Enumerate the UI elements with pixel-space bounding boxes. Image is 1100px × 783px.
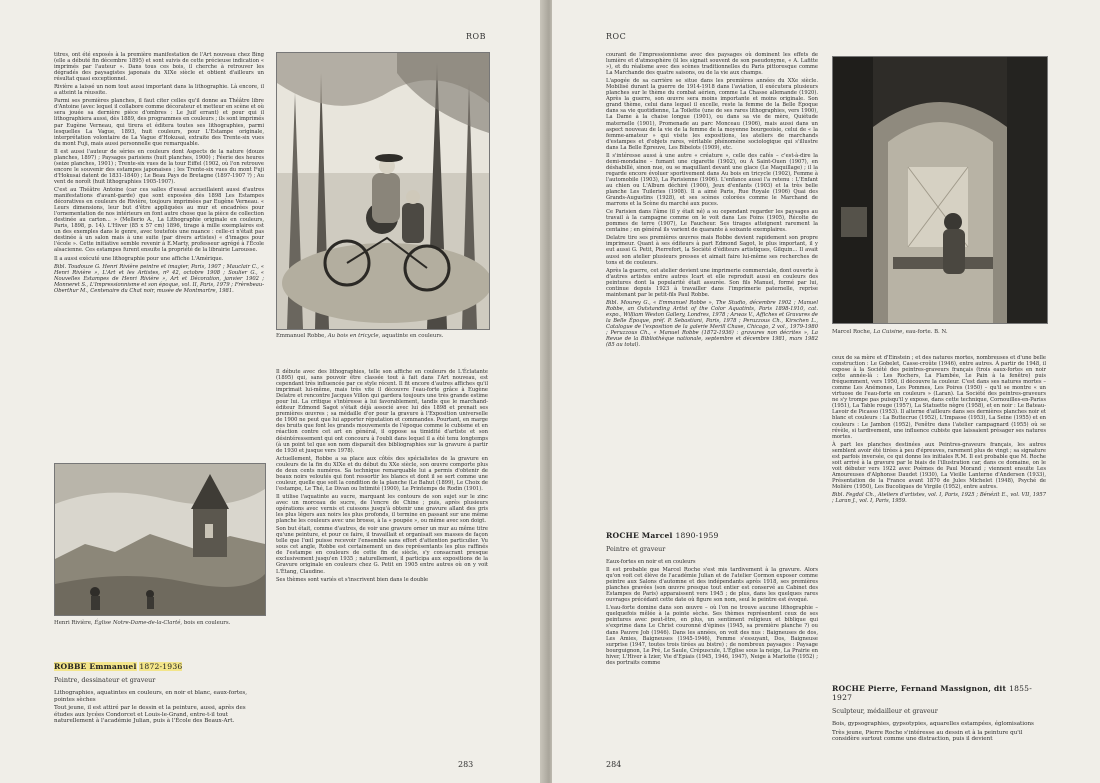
entry-role: Peintre et graveur bbox=[606, 545, 666, 553]
paragraph: courant de l'impressionnisme avec des paysages où dominent les effets de lumière et d'atmosphère (il les signait souvent de son pseudonyme, « A. Lafitte »), et du réalisme avec des scènes traditionnelles du Paris pittoresque comme La Marchande des quatre saisons, ou de la vie aux champs. bbox=[606, 52, 818, 77]
entry-dates: 1890-1959 bbox=[675, 531, 719, 540]
entry-roche-marcel bbox=[606, 531, 818, 668]
running-head-right: ROC bbox=[606, 32, 627, 41]
paragraph: Parmi ses premières planches, il faut citer celles qu'il donne au Théâtre libre d'Antoine (avec lequel il collabore comme décorateur et metteur en scène et où sera jouée sa dernière pièce d'ombres : Le Juif errant) et pour qui il lithographiera aussi, dès 1889, des programmes en couleurs ; ils sont imprimés par Eugène Verneau, qui tirera et éditera toutes ses lithographies, parmi lesquelles La Vague, 1893, huit couleurs, pour L'Estampe originale, interprétation volontaire de La Vague d'Hokusai, extraite des Trente-six vues du mont Fuji, mais aussi personnelle que remarquable. bbox=[54, 98, 264, 147]
woodcut-illustration bbox=[55, 464, 265, 615]
right-col1-text bbox=[606, 52, 818, 350]
paragraph: Ce Parisien dans l'âme (il y était né) a su cependant regarder les paysages au travail à la campagne comme on le voit dans Les Foins (1905), Récolte de pommes de terre (1907), Le Faucheur. Ses tirages atteignent rarement la centaine ; en général ils varient de quarante à soixante exemplaires. bbox=[606, 209, 818, 234]
left-col2-text bbox=[276, 369, 488, 585]
entry-role: Sculpteur, médailleur et graveur bbox=[832, 707, 938, 715]
paragraph: L'eau-forte domine dans son œuvre – où l'on ne trouve aucune lithographie – quelquefois mêlée à la pointe sèche. Ses thèmes représentent ceux de ses peintures avec peut-être, en plus, un sentiment religieux et biblique qui s'exprime dans Le Christ couronné d'épines (1945, sa première planche ?) ou dans Pauvre Job (1946). Dans les années, on voit des nus : Baigneuses de dos, Les Amies, Baigneuses (1945-1946), Femme s'essuyant, Dos, Baigneuse surprise (1947, toutes trois tirées au bistre) ; de nombreux paysages : Paysage bourguignon, Le Pré, Le Saule, Crépuscule, L'Église sous la neige, La Prairie en hiver, L'Hiver à Izier, Vie d'Epiais (1945, 1946, 1947), Neige à Marlotte (1952) ; des portraits comme bbox=[606, 605, 818, 666]
paragraph: Delatre tire ses premières œuvres mais Robbe devient rapidement son propre imprimeur. Quant à ses éditeurs à part Edmond Sagot, le plus important, il y eut aussi G. Petit, Pierrefort, la Société d'éditeurs artistiques, Gilquin... Il avait aussi son atelier plusieurs presses et aimait faire lui-même ses recherches de tons et de couleurs. bbox=[606, 235, 818, 266]
paragraph: Il s'intéresse aussi à une autre « créature », celle des cafés – c'est-à-dire la demi-mondaine – fumant une cigarette (1902), ou À Saint-Ouen (1907), en déshabillé, sinon nue, ou se maquillant devant une glace (Le Maquillage) ; il la regarde encore évoluer sportivement dans Au bois en tricycle (1902), Femme à l'automobile (1903), La Parisienne (1906). L'enfance aussi l'a retenu : L'Enfant au chien ou L'Album déchiré (1900), Jeux d'enfants (1903) et la très belle planche Les Tuileries (1908). Il a aimé Paris, Rue Royale (1906) Quai des Grands-Augustins (1928), et ses scènes colorées comme le Marchand de marrons et la Scène du marché aux puces. bbox=[606, 152, 818, 208]
paragraph: Il a aussi exécuté une lithographie pour une affiche L'Amérique. bbox=[54, 255, 224, 262]
paragraph: Il débute avec des lithographies, telle son affiche en couleurs de L'Éclatante (1895) qui, sans pouvoir être classée tout à fait dans l'Art nouveau, est cependant très influencée par ce style récent. Il fit encore d'autres affiches qu'il imprimait lui-même, mais très vite il découvre l'eau-forte grâce à Eugène Delatre et rencontre Jacques Villon qui gardera toujours une très grande estime pour lui. La critique s'intéresse à lui favorablement, tandis que le marchand-éditeur Edmond Sagot s'était déjà associé avec lui dès 1898 et prenait ses premières œuvres ; sa médaille d'or pour la gravure à l'Exposition universelle de 1900 ne peut que lui apporter réputation et commandes. Pourtant, en marge des bruits que font les grands mouvements de l'époque comme le cubisme et en réaction contre cet art en général, il oppose sa timidité d'artiste et son désintéressement qui ont concouru à l'oubli dans lequel il a été tenu longtemps (à un point tel que son nom disparaît des bibliographies sur la gravure à partir de 1930 et jusque vers 1978). bbox=[276, 369, 488, 454]
entry-name: ROCHE Marcel bbox=[606, 531, 673, 540]
entry-heading bbox=[832, 684, 1046, 702]
right-page bbox=[552, 0, 1100, 783]
left-col1-text bbox=[54, 52, 264, 296]
page-number-right: 284 bbox=[606, 760, 622, 769]
paragraph: Ses thèmes sont variés et s'inscrivent bien dans le double bbox=[276, 576, 429, 583]
caption-author: Henri Rivière, bbox=[54, 620, 93, 626]
running-head-left: ROB bbox=[466, 32, 486, 41]
paragraph: ceux de sa mère et d'Einstein ; et des natures mortes, nombreuses et d'une belle construction : Le Gobelet, Casse-croûte (1946), entre autres. À partir de 1948, il expose à la Société des peintres-graveurs français (trois eaux-fortes en noir cette année-là : Les Rochers, La Flambée, Le Pain à la fenêtre) puis fréquemment, vers 1950, il découvre la couleur. C'est dans ses natures mortes – comme Les Anémones, Les Pommes, Les Poires (1950) – qu'il se montre « un virtuose de l'eau-forte en couleurs » (Laran). La Société des peintres-graveurs ne s'y trompe pas puisqu'il y expose, dans cette technique, Cornouilles-en-Pariss (1951), La Table rouge (1957), La Statuette nègre (1958), et en noir : Le Bateau-Lavoir de Picasso (1953). Il alterne d'ailleurs dans ses dernières planches noir et blanc et couleurs : La Buttecrue (1952), L'Impasse (1953), La Seine (1955) et en couleurs : Le Jambon (1952), Fenêtre dans l'atelier campagnard (1955) où se révèle, si tardivement, une influence cubiste que laissaient présager ses natures mortes. bbox=[832, 355, 1046, 440]
paragraph: L'apogée de sa carrière se situe dans les premières années du XXe siècle. Mobilisé durant la guerre de 1914-1918 dans l'aviation, il exécutera plusieurs planches sur le thème du combat aérien, comme La Chasse allemande (1920). Après la guerre, son œuvre sera moins importante et moins originale. Son grand thème, celui dans lequel il excelle, reste la femme de la Belle Époque dans sa vie quotidienne, La Toilette (une de ses rares lithographies, vers 1900), La Dame à la chaise longue (1901), ou dans sa vie de mère, Quiétude maternelle (1901), Promenade au parc Monceau (1906), mais aussi dans un aspect nouveau de la vie de la femme de la moyenne bourgeoisie, celui de « la femme-amateur » qui visite les expositions, les ateliers de marchands d'estampes et d'objets rares, véritable phénomène sociologique qui s'illustre dans La Belle Épreuve, Les Bibelots (1909), etc. bbox=[606, 78, 818, 151]
paragraph: Actuellement, Robbe a sa place aux côtés des spécialistes de la gravure en couleurs de la fin du XIXe et du début du XXe siècle, son œuvre comporte plus de deux cents numéros. Sa technique remarquable lui a permis d'obtenir de beaux noirs veloutés qui font ressortir les blancs et dont il se sert comme une couleur, quelle que soit la condition de la planche (Le Bahut (1899), Le Choix de l'estampe, Le Thé, Le Divan ou Intimité (1900), Le Printemps de Rodin (1901). bbox=[276, 455, 488, 492]
figure-eglise-notre-dame bbox=[54, 463, 266, 616]
paragraph: Son but était, comme d'autres, de voir une gravure orner un mur au même titre qu'une peinture, et pour ce faire, il travaillait et organisait ses masses de façon telle que l'œil puisse recevoir l'ensemble sans effort d'attention particulier. Vu sous cet angle, Robbe est certainement un des représentants les plus raffinés de l'estampe en couleurs de cette fin de siècle, s'y consacrant presque exclusivement jusqu'en 1935 ; naturellement, il participa aux expositions de la Gravure originale en couleurs chez G. Petit en 1905 entre autres où on y voit L'Étang, Claudine. bbox=[276, 526, 488, 575]
caption-title: Au bois en tricycle, bbox=[327, 333, 381, 339]
paragraph: Il est aussi l'auteur de séries en couleurs dont Aspects de la nature (douze planches, 1897) ; Paysages parisiens (huit planches, 1900) ; Féerie des heures (seize planches, 1901) ; Trente-six vues de la tour Eiffel (1902, où l'on retrouve encore le souvenir des estampes japonaises ; les Trente-six vues du mont Fuji d'Hokusai datent de 1831-1840) ; Le Beau Pays de Bretagne (1897-1907 ?) ; Au vent de noroît (huit lithographies 1905-1907). bbox=[54, 148, 264, 185]
left-page bbox=[0, 0, 548, 783]
entry-body bbox=[606, 559, 818, 666]
entry-dates: 1855-1927 bbox=[832, 684, 1032, 702]
entry-role: Peintre, dessinateur et graveur bbox=[54, 676, 156, 684]
figure-caption-riviere bbox=[54, 620, 274, 626]
entry-heading bbox=[54, 662, 266, 671]
figure-au-bois-en-tricycle bbox=[276, 52, 490, 330]
bibliography: Bibl. Fegdal Ch., Ateliers d'artistes, vol. I, Paris, 1925 ; Bénézit E., vol. VII, 1957 ; Laran J., vol. I, Paris, 1959. bbox=[832, 492, 1046, 505]
entry-robbe-emmanuel bbox=[54, 662, 266, 727]
caption-technique: bois en couleurs. bbox=[183, 620, 231, 626]
bibliography: Bibl. Toudouze G. Henri Rivière peintre et imagier, Paris, 1907 ; Mauclair C., « Henri Rivière », L'Art et les Artistes, nº 42, octobre 1908 ; Soulier G., « Nouvelles Estampes de Henri Rivière », Art et Décoration, janvier 1902 ; Monneret S., L'Impressionnisme et son époque, vol. II, Paris, 1979 ; Frèrebeau-Oberthur M., Centenaire du Chat noir, musée de Montmartre, 1981. bbox=[54, 263, 264, 294]
page-number-left: 283 bbox=[458, 760, 474, 769]
paragraph: Lithographies, aquatintes en couleurs, en noir et blanc, eaux-fortes, pointes sèches bbox=[54, 690, 248, 703]
entry-roche-pierre bbox=[832, 684, 1046, 745]
paragraph: Il utilise l'aquatinte au sucre, marquant les contours de son sujet sur le zinc avec un morceau de sucre, de l'encre de Chine ; puis, après plusieurs opérations avec vernis et cuissons jusqu'à obtenir une gravure allant des gris les plus légers aux noirs les plus profonds, il termine en passant sur une même planche les couleurs avec une brosse, à la « poupée », ou même avec son doigt. bbox=[276, 493, 488, 525]
figure-caption-roche bbox=[832, 329, 1046, 335]
etching-illustration bbox=[277, 53, 489, 329]
paragraph: Bois, gypsographies, gypsotypies, aquarelles estampées, églomisations bbox=[832, 721, 1034, 727]
bibliography: Bibl. Mourey G., « Emmanuel Robbe », The Studio, décembre 1902 ; Manuel Robbe, an Outstanding Artist of the Color Aquatints, Paris 1898-1910, cat. expo., William Weston Gallery, Londres, 1978 ; Arwas V., Affiches et Gravures de la Belle Époque, préf. P. Sebastiani, Paris, 1978 ; Peruzzous Ch., Kirschen L., Catalogue de l'exposition de la galerie Merill Chase, Chicago, 2 vol., 1979-1980 ; Peruzzous Ch., « Manuel Robbe (1872-1936) : gravures non décrites », La Revue de la Bibliothèque nationale, septembre et décembre 1981, mars 1982 (85 au total). bbox=[606, 299, 818, 349]
entry-name: ROCHE Pierre, Fernand Massignon, dit bbox=[832, 684, 1007, 693]
caption-author: Emmanuel Robbe, bbox=[276, 333, 327, 339]
entry-name: ROBBE Emmanuel bbox=[54, 662, 137, 671]
paragraph: Rivière a laissé un nom tout aussi important dans la lithographie. Là encore, il a atteint la réussite. bbox=[54, 84, 264, 97]
caption-author: Marcel Roche, bbox=[832, 329, 872, 335]
paragraph: Tout jeune, il est attiré par le dessin et la peinture, aussi, après des études aux lycées Condorcet et Louis-le-Grand, entre-t-il tout naturellement à l'académie Julian, puis à l'École des Beaux-Art. bbox=[54, 705, 246, 724]
entry-body bbox=[54, 690, 266, 725]
caption-title: Église Notre-Dame-de-la-Clarté, bbox=[94, 620, 183, 626]
entry-body bbox=[832, 721, 1046, 743]
figure-la-cuisine bbox=[832, 56, 1048, 324]
entry-heading bbox=[606, 531, 818, 540]
figure-caption-robbe bbox=[276, 333, 496, 339]
caption-technique: aquatinte en couleurs. bbox=[382, 333, 444, 339]
paragraph: Il est probable que Marcel Roche s'est mis tardivement à la gravure. Alors qu'on voit cet élève de l'académie Julian et de l'atelier Cormon exposer comme peintre aux Salons d'automne et des indépendants après 1918, ses premières planches gravées (son œuvre presque tout entier est conservé au Cabinet des Estampes de Paris) apparaissent vers 1945 ; de plus, dans les quelques rares ouvrages précédant cette date où figure son nom, seul le peintre est évoqué. bbox=[606, 567, 818, 604]
etching-illustration bbox=[833, 57, 1047, 323]
paragraph: Eaux-fortes en noir et en couleurs bbox=[606, 559, 696, 565]
paragraph: titres, ont été exposés à la première manifestation de l'Art nouveau chez Bing (elle a débuté fin décembre 1895) et sont suivis de cette précieuse indication « imprimés par l'auteur ». Dans tous ces bois, il cherche à retrouver les dégradés des paysagistes japonais du XIXe siècle et obtient d'ailleurs un résultat quasi exceptionnel. bbox=[54, 52, 264, 83]
right-col2-text bbox=[832, 355, 1046, 506]
paragraph: Très jeune, Pierre Roche s'intéresse au dessin et à la peinture qu'il considère surtout comme une distraction, puis il devient bbox=[832, 729, 1023, 742]
paragraph: C'est au Théâtre Antoine (car ces salles d'essai accueillaient aussi d'autres manifestations d'avant-garde) que sont exposées dès 1898 Les Estampes décoratives en couleurs de Rivière, toujours imprimées par Eugène Verneau. « Leurs dimensions, leur but d'être appliquées au mur et encadrées pour l'ornementation de nos intérieurs en font autre chose que la pièce de collection destinée au carton... » (Mellerio A., La Lithographie originale en couleurs, Paris, 1898, p. 14). L'Hiver (85 x 57 cm) 1896, tirage à mille exemplaires est un des exemples dans le genre, avec toutefois une nuance : celle-ci n'était pas destinée à un salon mais à une suite (par divers artistes) « d'images pour l'école ». Cette initiative semble revenir à E.Marty, professeur agrégé à l'École alsacienne. Ces estampes furent ensuite la propriété de la librairie Larousse. bbox=[54, 186, 264, 254]
entry-dates: 1872-1936 bbox=[139, 662, 183, 671]
caption-title: La Cuisine, bbox=[873, 329, 905, 335]
paragraph: À part les planches destinées aux Peintres-graveurs français, les autres semblent avoir été tirées à peu d'épreuves, rarement plus de vingt ; sa signature est parfois inversée, ce qui donne les initiales R.M. Il est probable que M. Roche soit arrivé à la gravure par le biais de l'illustration car, dans ce domaine, on le voit débuter vers 1922 avec Poèmes de Paul Morand ; viennent ensuite Les Amoureuses d'Alphonse Daudet (1930), La Vieille Lanterne d'Andersen (1933), Présentation de la France avant 1870 de Jules Michelet (1948), Psyché de Molière (1950), Les Bucoliques de Virgile (1952), entre autres. bbox=[832, 441, 1046, 490]
paragraph: Après la guerre, cet atelier devient une imprimerie commerciale, dont ouverte à d'autres artistes entre autres Icart et elle reproduit aussi en couleurs des peintures dont la popularité était assurée. Son fils Manuel, formé par lui, continue depuis 1923 à travailler dans l'imprimerie paternelle, reprise maintenant par le petit-fils Paul Robbe. bbox=[606, 267, 818, 298]
caption-technique: eau-forte. B. N. bbox=[905, 329, 948, 335]
